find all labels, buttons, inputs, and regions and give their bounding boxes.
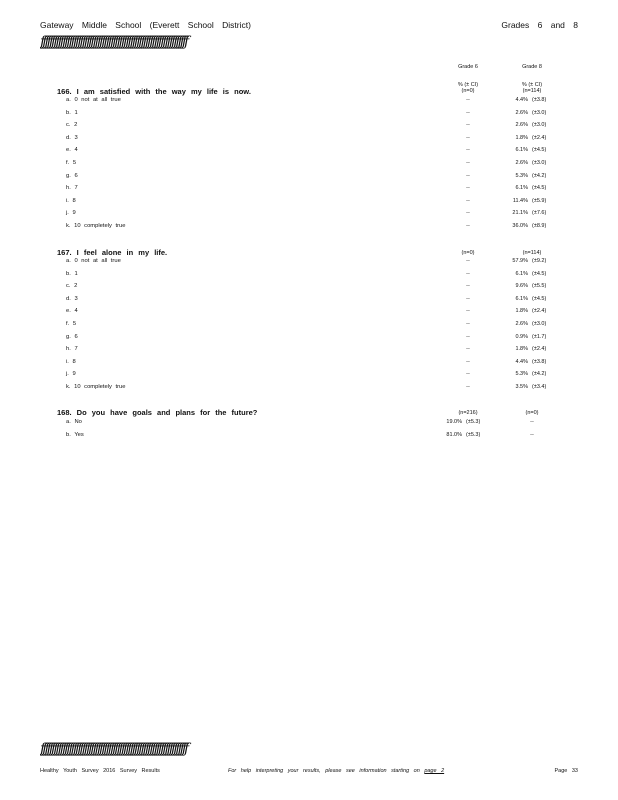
option-label: g. 6 [66,172,78,179]
no-data-value: -- [466,333,470,340]
option-label: d. 3 [66,134,78,141]
no-data-value: -- [466,134,470,141]
percent-value: 6.1% [515,185,528,192]
percent-value: 6.1% [515,295,528,302]
no-data-value: -- [530,431,534,438]
confidence-interval: (±3.0) [532,109,547,116]
no-data-value: -- [466,210,470,217]
footer-page-link[interactable]: page 2 [424,768,445,774]
no-data-value: -- [466,346,470,353]
confidence-interval: (±3.8) [532,358,547,365]
footer-survey-title: Healthy Youth Survey 2016 Survey Results [40,768,160,774]
page-number: Page 33 [554,768,578,774]
option-label: a. No [66,419,82,425]
confidence-interval: (±2.4) [532,134,547,141]
option-label: k. 10 completely true [66,384,126,390]
percent-value: 21.1% [512,210,528,217]
footer-help-prefix: For help interpreting your results, please see information starting on [228,768,420,774]
footer-help-text [228,768,444,774]
confidence-interval: (±7.6) [532,210,547,217]
question-title: 167. I feel alone in my life. [57,248,168,257]
option-label: d. 3 [66,295,78,302]
percent-value: 1.8% [515,346,528,353]
confidence-interval: (±2.4) [532,308,547,315]
percent-value: 2.6% [515,122,528,129]
percent-value: 4.4% [515,97,528,103]
option-label: c. 2 [66,283,78,290]
no-data-value: -- [466,358,470,365]
option-label: h. 7 [66,346,78,353]
percent-value: 6.1% [515,147,528,154]
percent-value: 19.0% [446,419,462,425]
grade8-n: (n=114) [522,250,542,256]
no-data-value: -- [466,185,470,192]
percent-value: 57.9% [512,258,528,264]
grade6-n: (n=0) [461,88,475,94]
option-label: a. 0 not at all true [66,258,121,264]
percent-value: 36.0% [512,223,528,229]
option-label: b. 1 [66,109,78,116]
confidence-interval: (±5.3) [466,431,481,438]
confidence-interval: (±4.5) [532,270,547,277]
confidence-interval: (±3.8) [532,97,547,103]
grade8-n: (n=0) [525,410,539,416]
no-data-value: -- [466,258,470,264]
grade6-pct-label: % (± CI) [457,82,479,88]
confidence-interval: (±4.5) [532,147,547,154]
option-label: j. 9 [66,371,76,378]
confidence-interval: (±3.0) [532,122,547,129]
no-data-value: -- [466,97,470,103]
confidence-interval: (±8.9) [532,223,547,229]
confidence-interval: (±4.2) [532,371,547,378]
no-data-value: -- [466,308,470,315]
confidence-interval: (±3.0) [532,321,547,327]
option-label: f. 5 [66,160,77,166]
no-data-value: -- [466,270,470,277]
option-label: e. 4 [66,308,78,315]
grade6-n: (n=0) [461,250,475,256]
no-data-value: -- [466,197,470,204]
option-label: a. 0 not at all true [66,97,121,103]
option-label: i. 8 [66,197,76,204]
question-title: 166. I am satisfied with the way my life is now. [57,87,251,96]
no-data-value: -- [466,160,470,166]
option-label: b. Yes [66,431,84,438]
percent-value: 81.0% [446,431,462,438]
no-data-value: -- [466,283,470,290]
percent-value: 2.6% [515,109,528,116]
option-label: k. 10 completely true [66,223,126,229]
option-label: j. 9 [66,210,76,217]
confidence-interval: (±1.7) [532,333,547,340]
option-label: b. 1 [66,270,78,277]
percent-value: 1.8% [515,134,528,141]
confidence-interval: (±5.3) [466,419,481,425]
option-label: e. 4 [66,147,78,154]
percent-value: 6.1% [515,270,528,277]
no-data-value: -- [466,109,470,116]
confidence-interval: (±5.9) [532,197,547,204]
confidence-interval: (±3.4) [532,384,547,390]
percent-value: 5.3% [515,371,528,378]
option-label: f. 5 [66,321,77,327]
confidence-interval: (±3.0) [532,160,547,166]
grade8-header: Grade 8 [522,64,542,70]
percent-value: 11.4% [512,197,528,204]
percent-value: 9.6% [515,283,528,290]
confidence-interval: (±2.4) [532,346,547,353]
percent-value: 4.4% [515,358,528,365]
confidence-interval: (±5.5) [532,283,547,290]
no-data-value: -- [466,371,470,378]
no-data-value: -- [530,419,534,425]
option-label: g. 6 [66,333,78,340]
percent-value: 3.5% [515,384,528,390]
percent-value: 2.6% [515,160,528,166]
school-name: Gateway Middle School (Everett School District) [40,20,251,30]
confidence-interval: (±4.5) [532,185,547,192]
option-label: i. 8 [66,358,76,365]
no-data-value: -- [466,295,470,302]
percent-value: 5.3% [515,172,528,179]
question-title: 168. Do you have goals and plans for the future? [57,408,258,417]
no-data-value: -- [466,223,470,229]
grade6-n: (n=216) [458,410,478,416]
no-data-value: -- [466,384,470,390]
confidence-interval: (±9.2) [532,258,547,264]
confidence-interval: (±4.5) [532,295,547,302]
grade6-header: Grade 6 [458,64,478,70]
no-data-value: -- [466,122,470,129]
option-label: c. 2 [66,122,78,129]
percent-value: 2.6% [515,321,528,327]
grade8-pct-label: % (± CI) [521,82,543,88]
no-data-value: -- [466,321,470,327]
no-data-value: -- [466,172,470,179]
top-rule: ƒƒƒƒƒƒƒƒƒƒƒƒƒƒƒƒƒƒƒƒƒƒƒƒƒƒƒƒƒƒƒƒƒƒƒƒƒƒƒƒƒƒƒƒƒƒƒƒƒƒƒƒƒƒƒƒƒƒƒƒƒƒƒƒƒƒƒ [40,34,187,50]
percent-value: 0.9% [515,333,528,340]
percent-value: 1.8% [515,308,528,315]
no-data-value: -- [466,147,470,154]
bottom-rule: ƒƒƒƒƒƒƒƒƒƒƒƒƒƒƒƒƒƒƒƒƒƒƒƒƒƒƒƒƒƒƒƒƒƒƒƒƒƒƒƒƒƒƒƒƒƒƒƒƒƒƒƒƒƒƒƒƒƒƒƒƒƒƒƒƒƒƒ [40,741,187,757]
confidence-interval: (±4.2) [532,172,547,179]
grades-label: Grades 6 and 8 [501,20,578,30]
option-label: h. 7 [66,185,78,192]
grade8-n: (n=114) [522,88,542,94]
